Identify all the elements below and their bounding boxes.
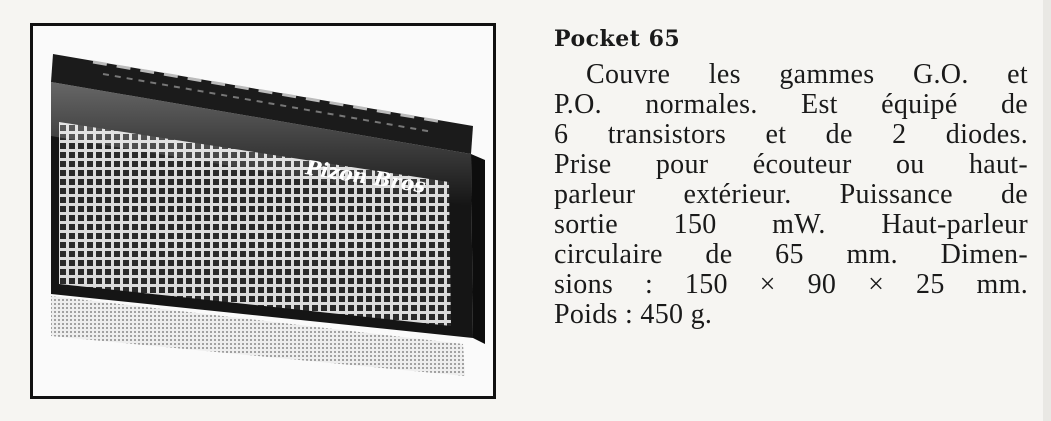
product-photo [30,23,496,399]
description-line: parleur extérieur. Puissance de [554,179,1028,210]
page-edge [1043,0,1051,421]
description-line: sions : 150 × 90 × 25 mm. [554,269,1028,300]
description-line: circulaire de 65 mm. Dimen- [554,239,1028,270]
description-line: Poids : 450 g. [554,299,713,330]
brand-logo: Pizon Bros [304,155,428,198]
description-line: 6 transistors et de 2 diodes. [554,119,1028,150]
product-title: Pocket 65 [554,26,681,52]
radio-illustration [33,26,493,396]
radio-side [471,154,485,344]
product-description [554,60,1028,330]
description-line: P.O. normales. Est équipé de [554,89,1028,120]
product-description-block [554,24,1028,330]
description-line: Prise pour écouteur ou haut- [554,149,1028,180]
description-line: sortie 150 mW. Haut-parleur [554,209,1028,240]
description-line: Couvre les gammes G.O. et [586,59,1028,90]
